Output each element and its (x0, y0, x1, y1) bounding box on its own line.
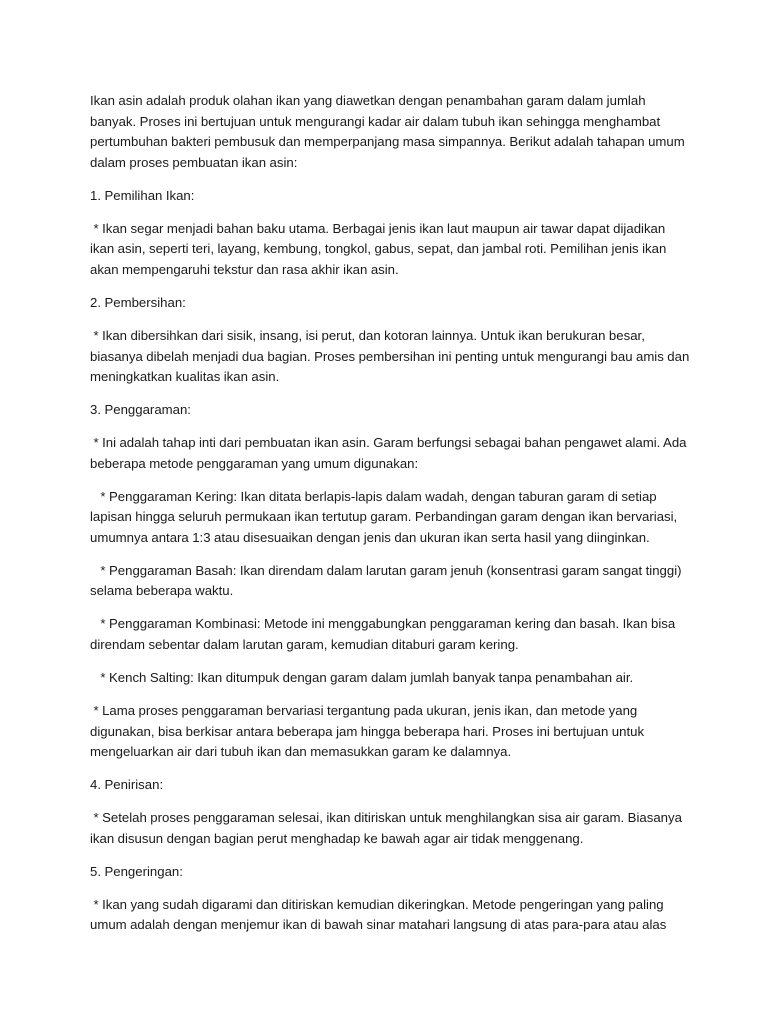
intro-paragraph: Ikan asin adalah produk olahan ikan yang diawetkan dengan penambahan garam dalam jumlah banyak. Proses ini bertujuan untuk mengurangi kadar air dalam tubuh ikan sehingga menghambat pertumbuhan bakteri pembusuk dan memperpanjang masa simpannya. Berikut adalah tahapan umum dalam proses pembuatan ikan asin: (90, 93, 689, 170)
step5-bullet: * Ikan yang sudah digarami dan ditiriskan kemudian dikeringkan. Metode pengeringan yang paling umum adalah dengan menjemur ikan di bawah sinar matahari langsung di atas para-para atau alas (90, 896, 668, 933)
step5-heading: 5. Pengeringan: (90, 863, 183, 879)
step3-heading: 3. Penggaraman: (90, 402, 191, 418)
step3-sub-bullet-basah: * Penggaraman Basah: Ikan direndam dalam larutan garam jenuh (konsentrasi garam sangat tinggi) selama beberapa waktu. (90, 562, 685, 599)
step4-heading: 4. Penirisan: (90, 777, 164, 793)
step3-sub-bullet-kering: * Penggaraman Kering: Ikan ditata berlapis-lapis dalam wadah, dengan taburan garam di setiap lapisan hingga seluruh permukaan ikan tertutup garam. Perbandingan garam dengan ikan bervariasi, umumnya antara 1:3 atau disesuaikan dengan jenis dan ukuran ikan serta hasil yang diinginkan. (90, 488, 681, 545)
step4-bullet: * Setelah proses penggaraman selesai, ikan ditiriskan untuk menghilangkan sisa air garam. Biasanya ikan disusun dengan bagian perut menghadap ke bawah agar air tidak menggenang. (90, 810, 686, 846)
step1-heading: 1. Pemilihan Ikan: (90, 187, 195, 203)
step3-note: * Lama proses penggaraman bervariasi tergantung pada ukuran, jenis ikan, dan metode yang digunakan, bisa berkisar antara beberapa jam hingga beberapa hari. Proses ini bertujuan untuk mengeluarkan air dari tubuh ikan dan memasukkan garam ke dalamnya. (90, 702, 648, 760)
step1-bullet: * Ikan segar menjadi bahan baku utama. Berbagai jenis ikan laut maupun air tawar dapat dijadikan ikan asin, seperti teri, layang, kembung, tongkol, gabus, sepat, dan jambal roti. Pemilihan jenis ikan akan mempengaruhi tekstur dan rasa akhir ikan asin. (90, 220, 670, 277)
step2-bullet: * Ikan dibersihkan dari sisik, insang, isi perut, dan kotoran lainnya. Untuk ikan berukuran besar, biasanya dibelah menjadi dua bagian. Proses pembersihan ini penting untuk mengurangi bau amis dan meningkatkan kualitas ikan asin. (90, 327, 693, 385)
step3-sub-bullet-kombinasi: * Penggaraman Kombinasi: Metode ini menggabungkan penggaraman kering dan basah. Ikan bisa direndam sebentar dalam larutan garam, kemudian ditaburi garam kering. (90, 616, 679, 652)
document-body (90, 91, 693, 948)
step3-bullet: * Ini adalah tahap inti dari pembuatan ikan asin. Garam berfungsi sebagai bahan pengawet alami. Ada beberapa metode penggaraman yang umum digunakan: (90, 435, 690, 471)
step3-sub-bullet-kench: * Kench Salting: Ikan ditumpuk dengan garam dalam jumlah banyak tanpa penambahan air. (90, 669, 634, 685)
step2-heading: 2. Pembersihan: (90, 294, 186, 310)
